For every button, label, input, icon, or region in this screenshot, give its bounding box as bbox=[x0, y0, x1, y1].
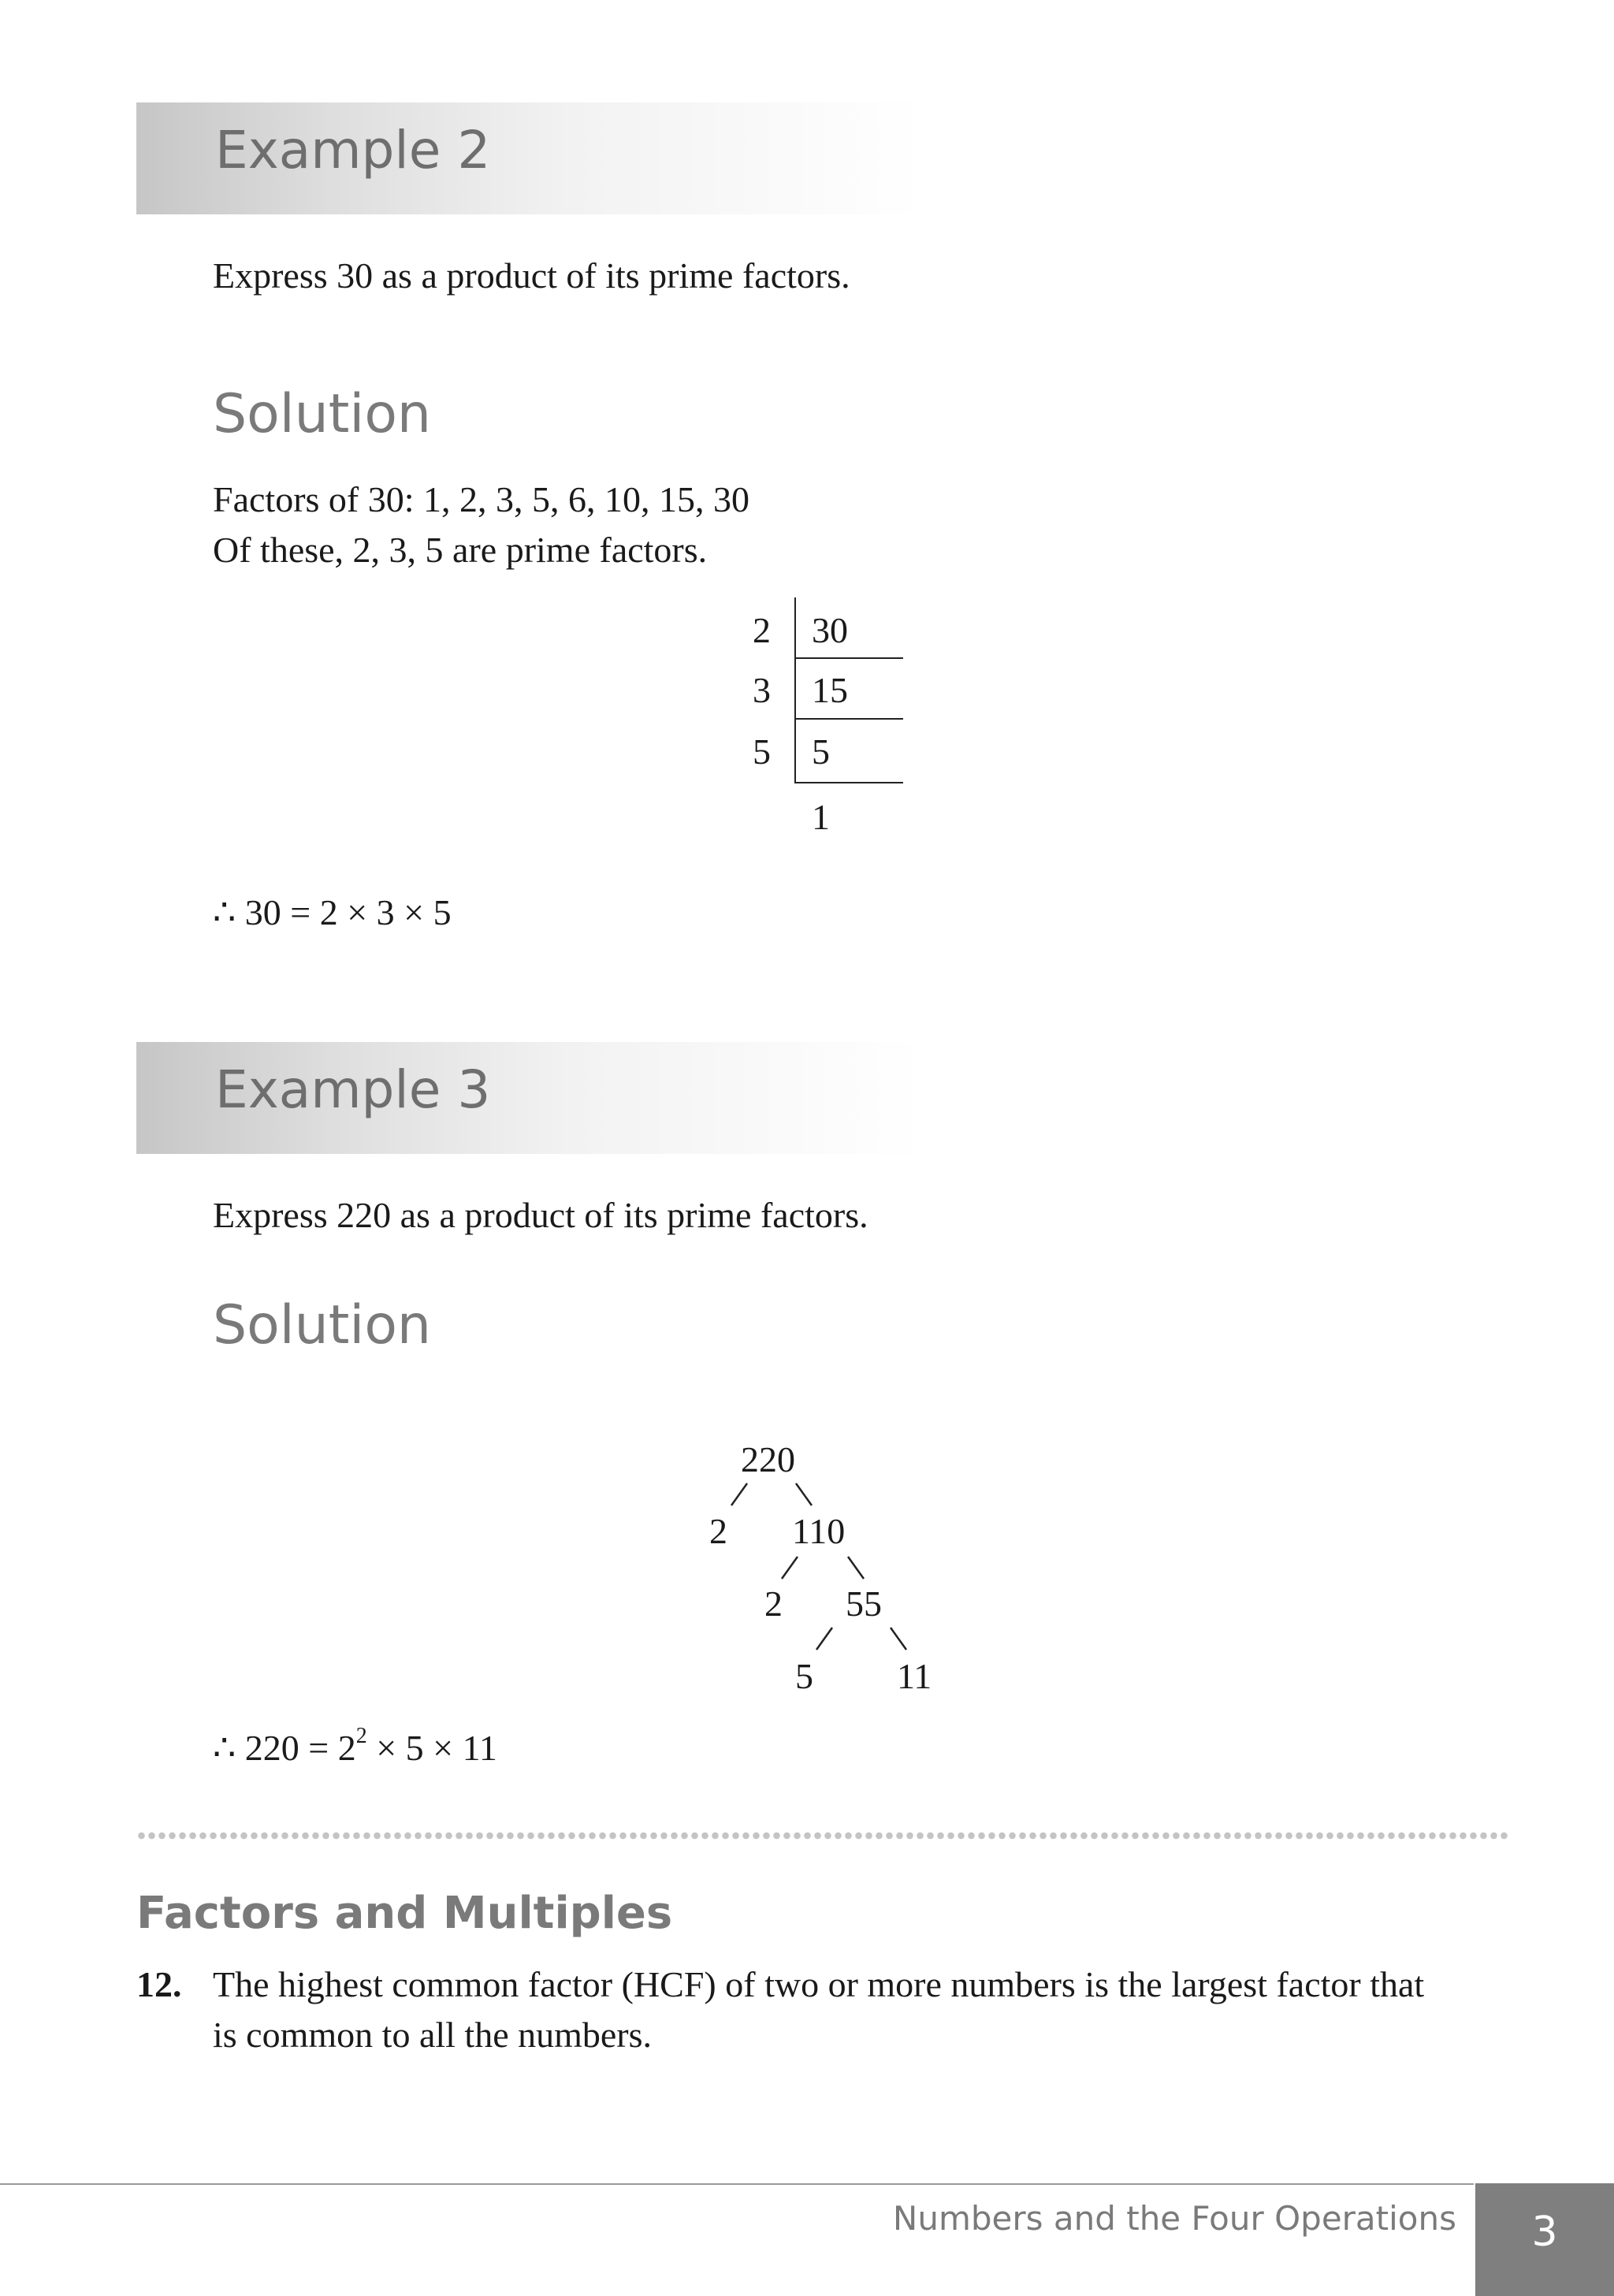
example-3-conclusion bbox=[213, 1723, 497, 1773]
tree-node: 11 bbox=[897, 1656, 932, 1696]
example-2-title: Example 2 bbox=[215, 120, 491, 180]
ladder-divisor: 2 bbox=[753, 610, 771, 650]
chapter-title: Numbers and the Four Operations bbox=[892, 2199, 1456, 2238]
example-3-title: Example 3 bbox=[215, 1059, 491, 1120]
ladder-quotient: 15 bbox=[812, 670, 848, 710]
example-3-solution-heading: Solution bbox=[213, 1294, 432, 1356]
tree-node: 55 bbox=[846, 1583, 882, 1624]
page-number: 3 bbox=[1531, 2209, 1558, 2256]
tree-node: 5 bbox=[795, 1656, 813, 1696]
section-heading: Factors and Multiples bbox=[136, 1888, 673, 1939]
ladder-quotient: 5 bbox=[812, 731, 830, 772]
example-2-factors-line: Factors of 30: 1, 2, 3, 5, 6, 10, 15, 30 bbox=[213, 479, 750, 519]
tree-node: 110 bbox=[792, 1511, 846, 1551]
item-text-line-1: The highest common factor (HCF) of two or more numbers is the largest factor that bbox=[213, 1964, 1425, 2004]
item-number: 12. bbox=[136, 1964, 182, 2004]
example-2-question: Express 30 as a product of its prime factors. bbox=[213, 255, 850, 296]
example-2-conclusion: ∴ 30 = 2 × 3 × 5 bbox=[213, 892, 452, 932]
example-2-prime-line: Of these, 2, 3, 5 are prime factors. bbox=[213, 530, 708, 570]
page-number-box bbox=[1475, 2183, 1614, 2296]
tree-node: 2 bbox=[764, 1583, 783, 1624]
exponent: 2 bbox=[355, 1724, 367, 1748]
ladder-quotient: 1 bbox=[812, 797, 830, 837]
tree-node: 220 bbox=[741, 1439, 795, 1479]
ladder-divisor: 3 bbox=[753, 670, 771, 710]
ladder-divisor: 5 bbox=[753, 731, 771, 772]
footer-rule bbox=[0, 2183, 1474, 2185]
ladder-quotient: 30 bbox=[812, 610, 848, 650]
example-2-solution-heading: Solution bbox=[213, 383, 432, 445]
item-text-line-2: is common to all the numbers. bbox=[213, 2015, 653, 2055]
conclusion-lhs: ∴ 220 = 2 bbox=[213, 1728, 356, 1768]
dotted-divider bbox=[136, 1831, 1509, 1840]
example-3-question: Express 220 as a product of its prime factors. bbox=[213, 1195, 868, 1235]
conclusion-rhs: × 5 × 11 bbox=[366, 1728, 497, 1768]
tree-node: 2 bbox=[709, 1511, 727, 1551]
